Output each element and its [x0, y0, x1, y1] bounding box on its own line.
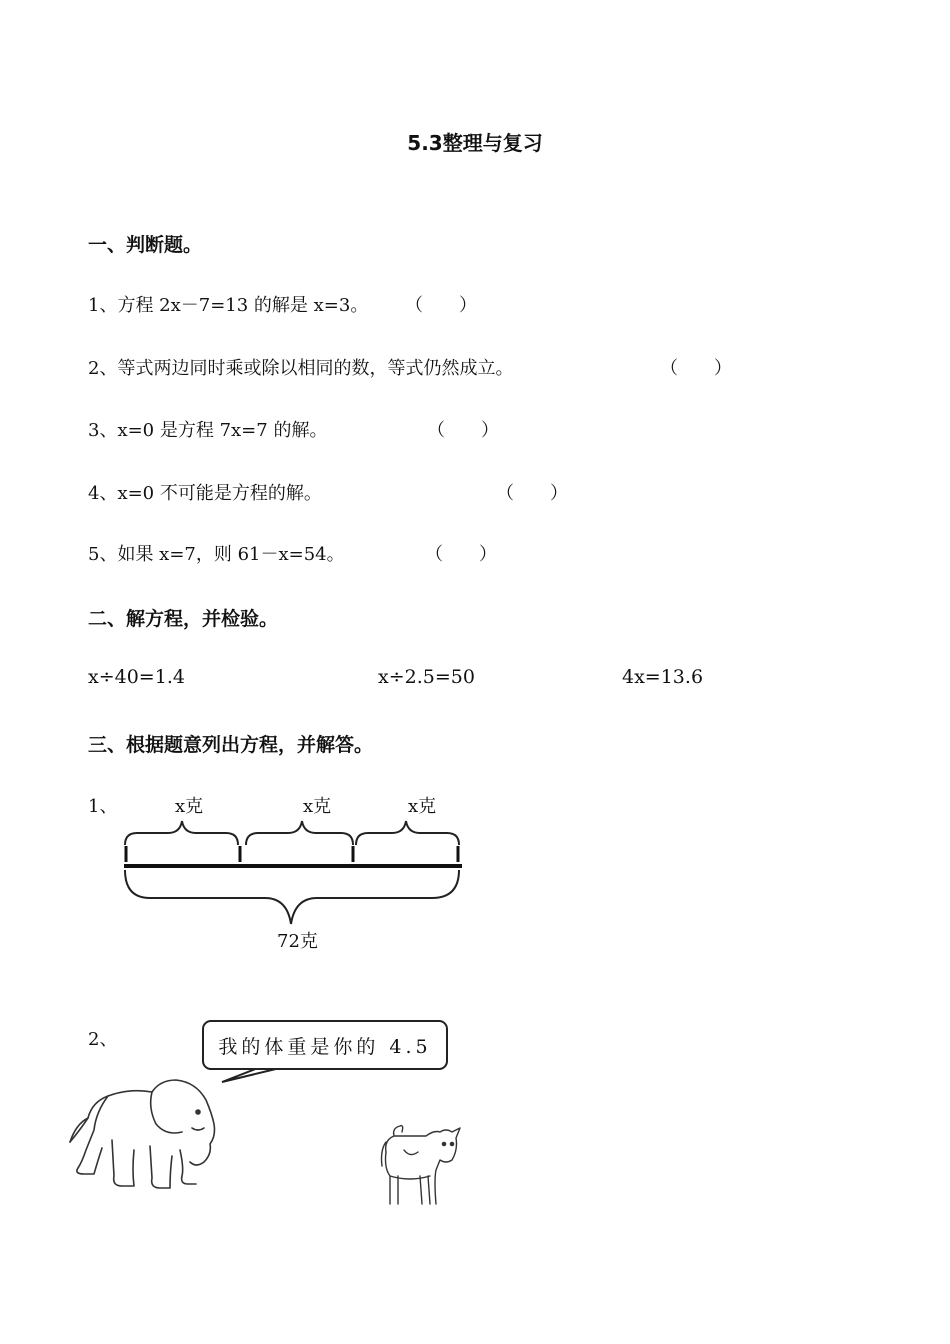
total-label: 72克 [277, 931, 318, 952]
elephant-icon [70, 1080, 215, 1188]
top-brace-1 [125, 821, 238, 845]
speech-tail [222, 1068, 280, 1082]
segment-label-2: x克 [303, 796, 332, 817]
segment-label-1: x克 [175, 796, 204, 817]
section-1-heading: 一、判断题。 [88, 234, 203, 256]
equation-2: x÷2.5=50 [378, 666, 475, 688]
section-3-heading: 三、根据题意列出方程，并解答。 [88, 734, 374, 756]
cow-icon [382, 1126, 461, 1204]
speech-bubble: 我的体重是你的 4.5 [202, 1020, 448, 1070]
section-2-heading: 二、解方程，并检验。 [88, 608, 279, 630]
top-brace-2 [246, 821, 353, 845]
segment-label-3: x克 [408, 796, 437, 817]
answer-paren-1[interactable]: （ ） [405, 295, 477, 316]
equation-1: x÷40=1.4 [88, 666, 185, 688]
page-title: 5.3整理与复习 [407, 131, 543, 155]
judge-item-4: 4、x=0 不可能是方程的解。 [88, 483, 322, 504]
answer-paren-5[interactable]: （ ） [425, 544, 497, 565]
answer-paren-4[interactable]: （ ） [496, 483, 568, 504]
problem-1-number: 1、 [88, 796, 118, 817]
top-brace-3 [356, 821, 459, 845]
answer-paren-2[interactable]: （ ） [660, 358, 732, 379]
problem-2-number: 2、 [88, 1029, 118, 1050]
equation-3: 4x=13.6 [622, 666, 704, 688]
judge-item-3: 3、x=0 是方程 7x=7 的解。 [88, 420, 328, 441]
bottom-brace [125, 870, 459, 924]
judge-item-5: 5、如果 x=7，则 61－x=54。 [88, 544, 345, 565]
judge-item-2: 2、等式两边同时乘或除以相同的数，等式仍然成立。 [88, 358, 514, 379]
answer-paren-3[interactable]: （ ） [427, 420, 499, 441]
judge-item-1: 1、方程 2x－7=13 的解是 x=3。 [88, 295, 369, 316]
